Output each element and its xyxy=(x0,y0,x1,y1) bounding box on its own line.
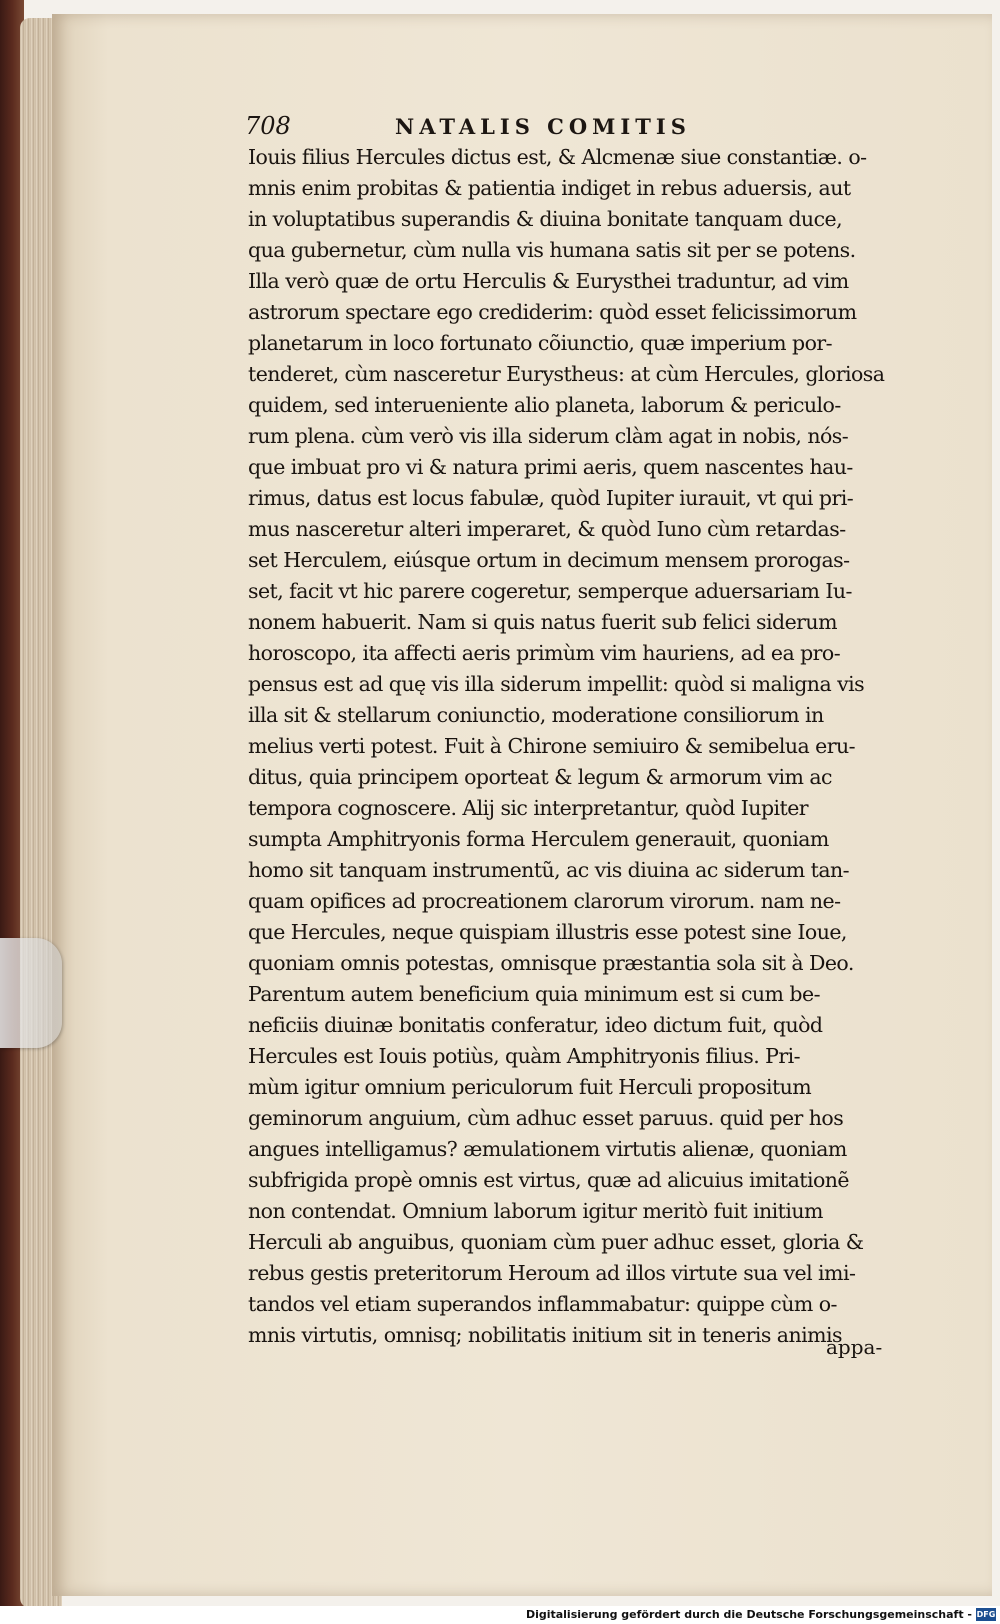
dfg-logo: DFG xyxy=(976,1610,996,1619)
footer-bar xyxy=(0,1606,1000,1624)
text-line: homo sit tanquam instrumentũ, ac vis diuina ac siderum tan- xyxy=(248,858,850,882)
text-line: rebus gestis preteritorum Heroum ad illos virtute sua vel imi- xyxy=(248,1261,856,1285)
text-line: mùm igitur omnium periculorum fuit Herculi propositum xyxy=(248,1075,812,1099)
text-line: que imbuat pro vi & natura primi aeris, quem nascentes hau- xyxy=(248,455,853,479)
text-line: Iouis filius Hercules dictus est, & Alcmenæ siue constantiæ. o- xyxy=(248,145,867,169)
text-line: tandos vel etiam superandos inflammabatur: quippe cùm o- xyxy=(248,1292,837,1316)
text-line: non contendat. Omnium laborum igitur meritò fuit initium xyxy=(248,1199,823,1223)
text-line: Herculi ab anguibus, quoniam cùm puer adhuc esset, gloria & xyxy=(248,1230,864,1254)
text-line: melius verti potest. Fuit à Chirone semiuiro & semibelua eru- xyxy=(248,734,856,758)
text-line: pensus est ad quę vis illa siderum impellit: quòd si maligna vis xyxy=(248,672,865,696)
running-title: NATALIS COMITIS xyxy=(395,114,691,139)
page-number: 708 xyxy=(245,112,291,140)
text-line: set Herculem, eiúsque ortum in decimum mensem prorogas- xyxy=(248,548,850,572)
text-line: planetarum in loco fortunato cõiunctio, quæ imperium por- xyxy=(248,331,833,355)
text-line: quidem, sed interueniente alio planeta, laborum & periculo- xyxy=(248,393,841,417)
text-line: rimus, datus est locus fabulæ, quòd Iupiter iurauit, vt qui pri- xyxy=(248,486,854,510)
text-line: geminorum anguium, cùm adhuc esset paruus. quid per hos xyxy=(248,1106,844,1130)
text-line: Illa verò quæ de ortu Herculis & Eurysthei traduntur, ad vim xyxy=(248,269,849,293)
text-line: mus nasceretur alteri imperaret, & quòd Iuno cùm retardas- xyxy=(248,517,846,541)
text-line: mnis enim probitas & patientia indiget in rebus aduersis, aut xyxy=(248,176,851,200)
text-line: angues intelligamus? æmulationem virtutis alienæ, quoniam xyxy=(248,1137,847,1161)
text-line: Hercules est Iouis potiùs, quàm Amphitryonis filius. Pri- xyxy=(248,1044,800,1068)
text-line: illa sit & stellarum coniunctio, moderatione consiliorum in xyxy=(248,703,824,727)
page-clip xyxy=(0,938,62,1048)
text-line: quoniam omnis potestas, omnisque præstantia sola sit à Deo. xyxy=(248,951,854,975)
text-line: in voluptatibus superandis & diuina bonitate tanquam duce, xyxy=(248,207,843,231)
funding-credit: Digitalisierung gefördert durch die Deutsche Forschungsgemeinschaft - xyxy=(525,1608,972,1621)
text-line: ditus, quia principem oporteat & legum & armorum vim ac xyxy=(248,765,832,789)
text-line: horoscopo, ita affecti aeris primùm vim hauriens, ad ea pro- xyxy=(248,641,841,665)
text-line: Parentum autem beneficium quia minimum est si cum be- xyxy=(248,982,820,1006)
text-line: neficiis diuinæ bonitatis conferatur, ideo dictum fuit, quòd xyxy=(248,1013,823,1037)
text-line: mnis virtutis, omnisq; nobilitatis initium sit in teneris animis xyxy=(248,1323,842,1347)
text-line: set, facit vt hic parere cogeretur, semperque aduersariam Iu- xyxy=(248,579,852,603)
text-line: tempora cognoscere. Alij sic interpretantur, quòd Iupiter xyxy=(248,796,809,820)
text-line: nonem habuerit. Nam si quis natus fuerit sub felici siderum xyxy=(248,610,837,634)
catchword: appa- xyxy=(826,1335,883,1359)
text-line: rum plena. cùm verò vis illa siderum clàm agat in nobis, nós- xyxy=(248,424,849,448)
text-line: qua gubernetur, cùm nulla vis humana satis sit per se potens. xyxy=(248,238,856,262)
text-line: tenderet, cùm nasceretur Eurystheus: at cùm Hercules, gloriosa xyxy=(248,362,885,386)
text-line: sumpta Amphitryonis forma Herculem generauit, quoniam xyxy=(248,827,829,851)
text-line: astrorum spectare ego crediderim: quòd esset felicissimorum xyxy=(248,300,857,324)
text-line: que Hercules, neque quispiam illustris esse potest sine Ioue, xyxy=(248,920,847,944)
text-line: subfrigida propè omnis est virtus, quæ ad alicuius imitationẽ xyxy=(248,1168,849,1192)
text-line: quam opifices ad procreationem clarorum virorum. nam ne- xyxy=(248,889,841,913)
page-header xyxy=(245,112,765,142)
body-text xyxy=(248,142,898,1351)
